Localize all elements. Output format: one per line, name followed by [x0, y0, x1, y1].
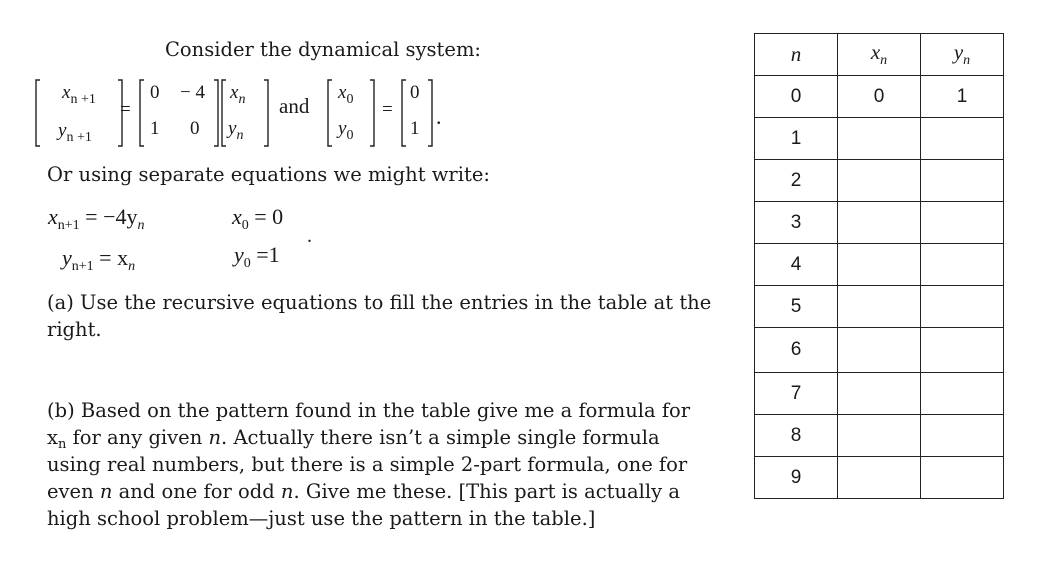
- cell-n: 8: [755, 415, 838, 457]
- cell-x[interactable]: 0: [838, 76, 921, 118]
- cell-n: 5: [755, 286, 838, 328]
- period: .: [436, 104, 442, 129]
- header-x: $x_n$: [838, 34, 921, 76]
- init-bottom: $y_0$: [338, 118, 354, 143]
- table-row: [755, 160, 1004, 202]
- table-row: [755, 118, 1004, 160]
- cell-y[interactable]: [921, 373, 1004, 415]
- and-word: and: [279, 94, 310, 118]
- table-header-row: [755, 34, 1004, 76]
- equation-y-initial: $y_0 =1$: [234, 242, 280, 271]
- equals-sign-2: =: [382, 99, 393, 120]
- cell-x[interactable]: [838, 160, 921, 202]
- cell-n: 0: [755, 76, 838, 118]
- part-b-line5: high school problem—just use the pattern in the table.]: [47, 507, 596, 530]
- init-top: $x_0$: [338, 82, 354, 107]
- part-b-line1: (b) Based on the pattern found in the table give me a formula for: [47, 399, 691, 422]
- cell-x[interactable]: [838, 286, 921, 328]
- cell-n: 9: [755, 457, 838, 499]
- cell-x[interactable]: [838, 457, 921, 499]
- cell-n: 4: [755, 244, 838, 286]
- init-val-bottom: 1: [410, 118, 420, 139]
- table-row: [755, 76, 1004, 118]
- vec-bottom: $y_n$: [228, 118, 244, 143]
- table-row: [755, 202, 1004, 244]
- intro-text: Consider the dynamical system:: [165, 38, 481, 61]
- lhs-top: $x_{n +1}$: [62, 82, 96, 107]
- cell-n: 6: [755, 328, 838, 373]
- cell-x[interactable]: [838, 328, 921, 373]
- cell-y[interactable]: [921, 415, 1004, 457]
- header-n: n: [755, 34, 838, 76]
- cell-y[interactable]: [921, 244, 1004, 286]
- table-row: [755, 244, 1004, 286]
- matrix-m22: 0: [190, 118, 200, 139]
- vec-top: $x_n$: [230, 82, 246, 107]
- part-b-line4: even n and one for odd n. Give me these. [This part is actually a: [47, 480, 680, 503]
- cell-y[interactable]: [921, 202, 1004, 244]
- cell-y[interactable]: [921, 286, 1004, 328]
- table-row: [755, 373, 1004, 415]
- table-row: [755, 286, 1004, 328]
- part-b-line2: $x_n$ for any given n. Actually there isn’t a simple single formula: [47, 426, 660, 452]
- part-b-line3: using real numbers, but there is a simple 2-part formula, one for: [47, 453, 688, 476]
- cell-y[interactable]: 1: [921, 76, 1004, 118]
- equations-dot: .: [307, 225, 312, 247]
- equals-sign: =: [120, 99, 131, 120]
- part-a-line2: right.: [47, 318, 102, 341]
- cell-n: 3: [755, 202, 838, 244]
- equation-x-recursion: $x_{n+1} = -4y_n$: [48, 204, 145, 233]
- separate-intro: Or using separate equations we might write:: [47, 163, 490, 186]
- cell-x[interactable]: [838, 244, 921, 286]
- cell-x[interactable]: [838, 415, 921, 457]
- cell-x[interactable]: [838, 373, 921, 415]
- lhs-bottom: $y_{n +1}$: [58, 120, 92, 145]
- equation-y-recursion: $y_{n+1} = x_n$: [62, 245, 136, 274]
- table-row: [755, 457, 1004, 499]
- matrix-m12: − 4: [180, 82, 205, 103]
- cell-y[interactable]: [921, 118, 1004, 160]
- cell-x[interactable]: [838, 202, 921, 244]
- part-a-line1: (a) Use the recursive equations to fill the entries in the table at the: [47, 291, 712, 314]
- cell-n: 2: [755, 160, 838, 202]
- cell-y[interactable]: [921, 160, 1004, 202]
- cell-n: 1: [755, 118, 838, 160]
- cell-y[interactable]: [921, 457, 1004, 499]
- matrix-m11: 0: [150, 82, 160, 103]
- matrix-m21: 1: [150, 118, 160, 139]
- init-val-top: 0: [410, 82, 420, 103]
- header-y: $y_n$: [921, 34, 1004, 76]
- table-row: [755, 415, 1004, 457]
- cell-n: 7: [755, 373, 838, 415]
- cell-y[interactable]: [921, 328, 1004, 373]
- table-row: [755, 328, 1004, 373]
- equation-x-initial: $x_0 = 0$: [232, 204, 284, 233]
- values-table: [754, 33, 1004, 499]
- cell-x[interactable]: [838, 118, 921, 160]
